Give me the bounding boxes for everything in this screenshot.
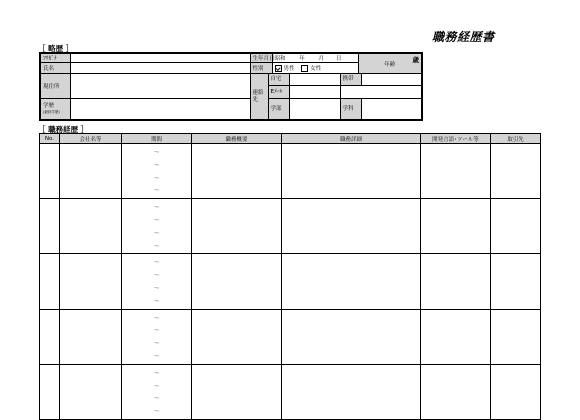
address-label: 現住所 bbox=[40, 74, 70, 99]
home-label: 自宅 bbox=[269, 74, 289, 85]
no-cell[interactable] bbox=[40, 144, 60, 199]
table-row bbox=[40, 144, 541, 199]
tilde: 〜 bbox=[153, 328, 160, 335]
no-cell[interactable] bbox=[40, 309, 60, 364]
company-cell[interactable] bbox=[60, 199, 122, 254]
tilde: 〜 bbox=[153, 370, 160, 377]
tilde: 〜 bbox=[153, 188, 160, 195]
address-field[interactable] bbox=[70, 74, 250, 99]
mobile-phone-field[interactable] bbox=[361, 74, 422, 85]
department-label: 学科 bbox=[341, 99, 361, 119]
no-cell[interactable] bbox=[40, 364, 60, 419]
month-unit: 月 bbox=[318, 56, 325, 62]
tilde: 〜 bbox=[153, 175, 160, 182]
day-unit: 日 bbox=[335, 56, 342, 62]
no-cell[interactable] bbox=[40, 254, 60, 309]
company-cell[interactable] bbox=[60, 309, 122, 364]
tilde: 〜 bbox=[153, 353, 160, 360]
tilde: 〜 bbox=[153, 341, 160, 348]
furigana-field[interactable] bbox=[70, 53, 250, 63]
company-cell[interactable] bbox=[60, 364, 122, 419]
col-details: 職務詳細 bbox=[282, 134, 421, 144]
tilde: 〜 bbox=[153, 217, 160, 224]
summary-cell[interactable] bbox=[192, 364, 282, 419]
summary-cell[interactable] bbox=[192, 254, 282, 309]
contact-fields bbox=[268, 74, 340, 99]
name-field[interactable] bbox=[70, 63, 250, 74]
education-label bbox=[40, 99, 70, 121]
tools-cell[interactable] bbox=[421, 144, 491, 199]
age-unit: 歳 bbox=[412, 56, 419, 64]
department-field[interactable] bbox=[361, 99, 422, 119]
home-phone-field[interactable] bbox=[289, 74, 340, 85]
gender-field[interactable] bbox=[272, 63, 358, 74]
client-cell[interactable] bbox=[491, 364, 541, 419]
age-field[interactable] bbox=[389, 55, 419, 71]
table-row bbox=[40, 364, 541, 419]
faculty-label: 学部 bbox=[269, 99, 289, 119]
year-unit: 年 bbox=[299, 56, 305, 62]
furigana-label: ﾌﾘｶﾞﾅ bbox=[40, 53, 70, 63]
client-cell[interactable] bbox=[491, 254, 541, 309]
education-sublabel: (最終学歴) bbox=[43, 110, 60, 114]
male-label: 男性 bbox=[283, 66, 295, 72]
summary-cell[interactable] bbox=[192, 309, 282, 364]
tools-cell[interactable] bbox=[421, 364, 491, 419]
tools-cell[interactable] bbox=[421, 254, 491, 309]
tilde: 〜 bbox=[153, 243, 160, 250]
tilde: 〜 bbox=[153, 298, 160, 305]
tilde: 〜 bbox=[153, 409, 160, 416]
details-cell[interactable] bbox=[282, 364, 421, 419]
tilde: 〜 bbox=[153, 205, 160, 212]
table-row bbox=[40, 199, 541, 254]
contact-label: 連絡先 bbox=[250, 74, 268, 121]
career-header-row bbox=[40, 134, 541, 144]
period-cell[interactable] bbox=[122, 254, 192, 309]
col-period: 期間 bbox=[122, 134, 192, 144]
faculty-fields bbox=[268, 99, 340, 121]
mobile-fields bbox=[340, 74, 422, 99]
tilde: 〜 bbox=[153, 260, 160, 267]
age-label: 年齢 bbox=[358, 53, 422, 74]
period-cell[interactable] bbox=[122, 144, 192, 199]
summary-cell[interactable] bbox=[192, 144, 282, 199]
period-cell[interactable] bbox=[122, 309, 192, 364]
company-cell[interactable] bbox=[60, 144, 122, 199]
faculty-field[interactable] bbox=[289, 99, 340, 119]
details-cell[interactable] bbox=[282, 199, 421, 254]
birthdate-field[interactable] bbox=[272, 53, 358, 63]
department-fields bbox=[340, 99, 422, 121]
period-cell[interactable] bbox=[122, 364, 192, 419]
client-cell[interactable] bbox=[491, 199, 541, 254]
career-table bbox=[39, 133, 541, 420]
col-company: 会社名等 bbox=[60, 134, 122, 144]
client-cell[interactable] bbox=[491, 144, 541, 199]
no-cell[interactable] bbox=[40, 199, 60, 254]
col-no: No. bbox=[40, 134, 60, 144]
period-cell[interactable] bbox=[122, 199, 192, 254]
summary-cell[interactable] bbox=[192, 199, 282, 254]
male-checkbox[interactable] bbox=[275, 65, 282, 72]
tilde: 〜 bbox=[153, 150, 160, 156]
col-summary: 職務概要 bbox=[192, 134, 282, 144]
gender-label: 性別 bbox=[250, 63, 272, 74]
col-tools: 開発言語･ツール等 bbox=[421, 134, 491, 144]
tilde: 〜 bbox=[153, 396, 160, 403]
table-row bbox=[40, 309, 541, 364]
summary-section-label: ［ 略歴 ］ bbox=[38, 44, 74, 53]
company-cell[interactable] bbox=[60, 254, 122, 309]
details-cell[interactable] bbox=[282, 144, 421, 199]
era-text: 昭和 bbox=[274, 56, 286, 62]
tilde: 〜 bbox=[153, 315, 160, 322]
summary-table bbox=[39, 52, 423, 121]
details-cell[interactable] bbox=[282, 309, 421, 364]
female-label: 女性 bbox=[310, 66, 322, 72]
col-clients: 取引先 bbox=[491, 134, 541, 144]
career-section-label: ［ 職務経歴 ］ bbox=[38, 125, 89, 134]
tilde: 〜 bbox=[153, 162, 160, 169]
document-title: 職務経歴書 bbox=[432, 30, 495, 44]
female-checkbox[interactable] bbox=[301, 65, 308, 72]
tools-cell[interactable] bbox=[421, 309, 491, 364]
tilde: 〜 bbox=[153, 285, 160, 292]
tools-cell[interactable] bbox=[421, 199, 491, 254]
table-row bbox=[40, 254, 541, 309]
details-cell[interactable] bbox=[282, 254, 421, 309]
email-label: Eﾒｰﾙ bbox=[269, 86, 289, 98]
tilde: 〜 bbox=[153, 273, 160, 280]
tilde: 〜 bbox=[153, 230, 160, 237]
tilde: 〜 bbox=[153, 383, 160, 390]
education-label-text: 学歴 bbox=[43, 103, 55, 109]
name-label: 氏名 bbox=[40, 63, 70, 74]
mobile-label: 携帯 bbox=[341, 74, 361, 85]
birthdate-label: 生年月日 bbox=[250, 53, 272, 63]
client-cell[interactable] bbox=[491, 309, 541, 364]
email-field[interactable] bbox=[289, 86, 340, 98]
education-field[interactable] bbox=[70, 99, 250, 121]
